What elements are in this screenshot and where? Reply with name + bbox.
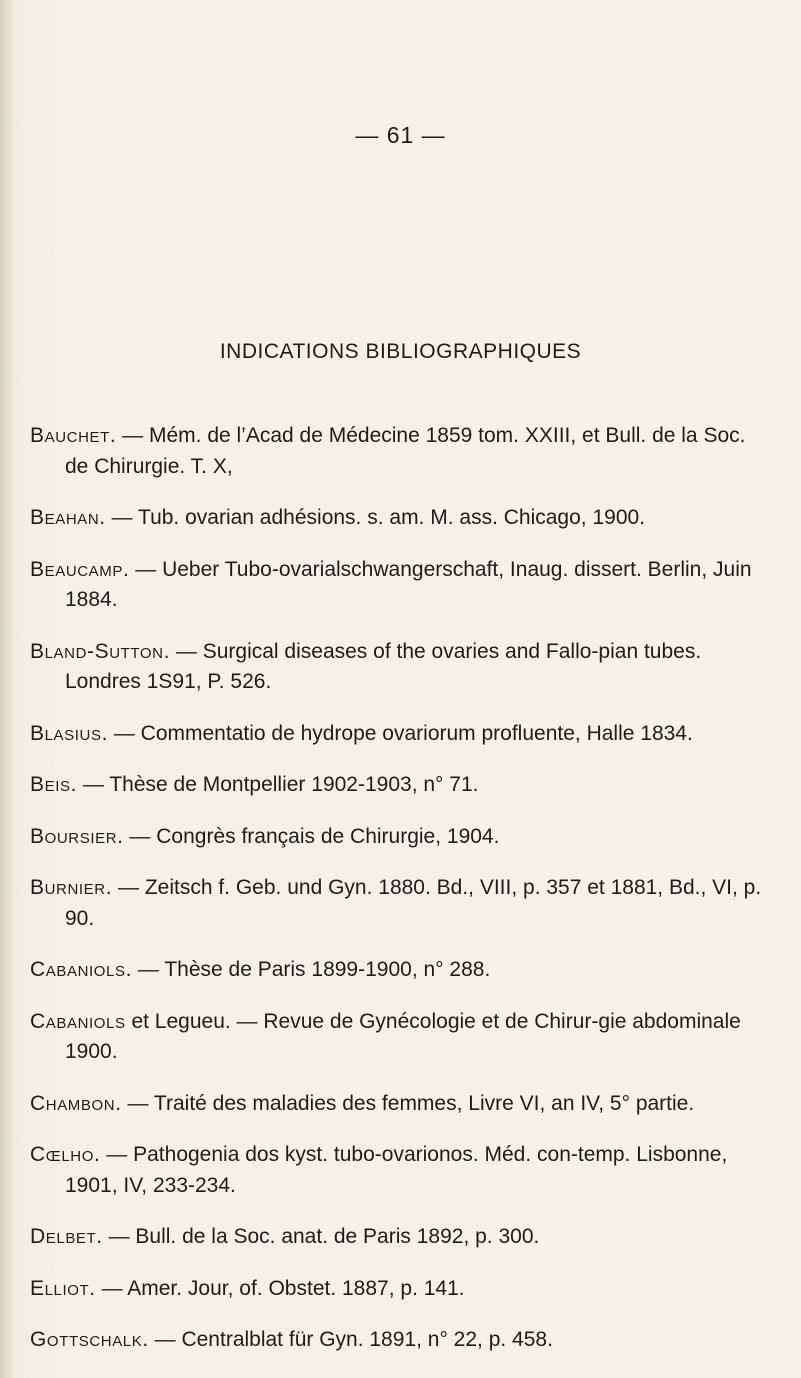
- entry-text: — Congrès français de Chirurgie, 1904.: [123, 824, 500, 848]
- entry-text: — Ueber Tubo-ovarialschwangerschaft, Inaug. dissert. Berlin, Juin 1884.: [65, 557, 752, 611]
- entry-author: Elliot.: [30, 1276, 96, 1300]
- entry-author: Cabaniols: [30, 1009, 126, 1033]
- entry-text: — Pathogenia dos kyst. tubo-ovarionos. Méd. con-temp. Lisbonne, 1901, IV, 233-234.: [65, 1143, 728, 1197]
- bibliography-entry: [30, 503, 770, 534]
- entry-author: Cabaniols.: [30, 958, 133, 981]
- entry-author: Gottschalk.: [30, 1328, 149, 1351]
- bibliography-entry: [30, 1325, 770, 1356]
- entry-author: Cœlho.: [30, 1143, 101, 1166]
- bibliography-entry: [30, 873, 770, 934]
- bibliography-entry: [30, 1140, 770, 1201]
- entry-text: — Surgical diseases of the ovaries and Fallo-pian tubes. Londres 1S91, P. 526.: [65, 639, 702, 693]
- bibliography-entry: [30, 770, 770, 801]
- entry-text: — Thèse de Paris 1899-1900, n° 288.: [132, 958, 491, 981]
- entry-author: Beaucamp.: [30, 557, 130, 581]
- entry-text: et Legueu. — Revue de Gynécologie et de Chirur-gie abdominale 1900.: [65, 1009, 741, 1063]
- entry-author: Beis.: [30, 773, 78, 796]
- entry-text: — Thèse de Montpellier 1902-1903, n° 71.: [77, 773, 479, 796]
- entry-author: Burnier.: [30, 876, 113, 899]
- entry-author: Boursier.: [30, 824, 124, 848]
- bibliography-entry: [30, 1007, 770, 1068]
- entry-text: — Bull. de la Soc. anat. de Paris 1892, p. 300.: [102, 1225, 540, 1248]
- page-number: — 61 —: [355, 122, 446, 148]
- bibliography-entry: [30, 637, 770, 698]
- bibliography-entry: [30, 1222, 770, 1253]
- section-heading: INDICATIONS BIBLIOGRAPHIQUES: [219, 340, 582, 363]
- entry-author: Bauchet.: [30, 424, 117, 447]
- bibliography-entry: [30, 955, 770, 986]
- binding-shadow: [0, 0, 14, 1378]
- entry-author: Beahan.: [30, 506, 106, 529]
- entry-text: — Amer. Jour, of. Obstet. 1887, p. 141.: [95, 1276, 465, 1300]
- entry-author: Delbet.: [30, 1225, 103, 1248]
- entry-author: Blasius.: [30, 721, 108, 745]
- bibliography-list: [30, 400, 770, 1356]
- bibliography-entry: [30, 555, 770, 616]
- entry-text: — Mém. de l’Acad de Médecine 1859 tom. XXIII, et Bull. de la Soc. de Chirurgie. T. X,: [65, 424, 746, 478]
- entry-text: — Tub. ovarian adhésions. s. am. M. ass. Chicago, 1900.: [105, 506, 646, 529]
- entry-text: — Commentatio de hydrope ovariorum profluente, Halle 1834.: [108, 721, 693, 745]
- bibliography-entry: [30, 719, 770, 750]
- entry-text: — Traité des maladies des femmes, Livre VI, an IV, 5° partie.: [121, 1091, 695, 1115]
- entry-author: Chambon.: [30, 1091, 122, 1115]
- bibliography-entry: [30, 421, 770, 482]
- bibliography-entry: [30, 822, 770, 853]
- entry-text: — Zeitsch f. Geb. und Gyn. 1880. Bd., VIII, p. 357 et 1881, Bd., VI, p. 90.: [65, 876, 762, 930]
- entry-text: — Centralblat für Gyn. 1891, n° 22, p. 458.: [148, 1328, 553, 1351]
- bibliography-entry: [30, 1089, 770, 1120]
- entry-author: Bland-Sutton.: [30, 639, 171, 663]
- bibliography-entry: [30, 1274, 770, 1305]
